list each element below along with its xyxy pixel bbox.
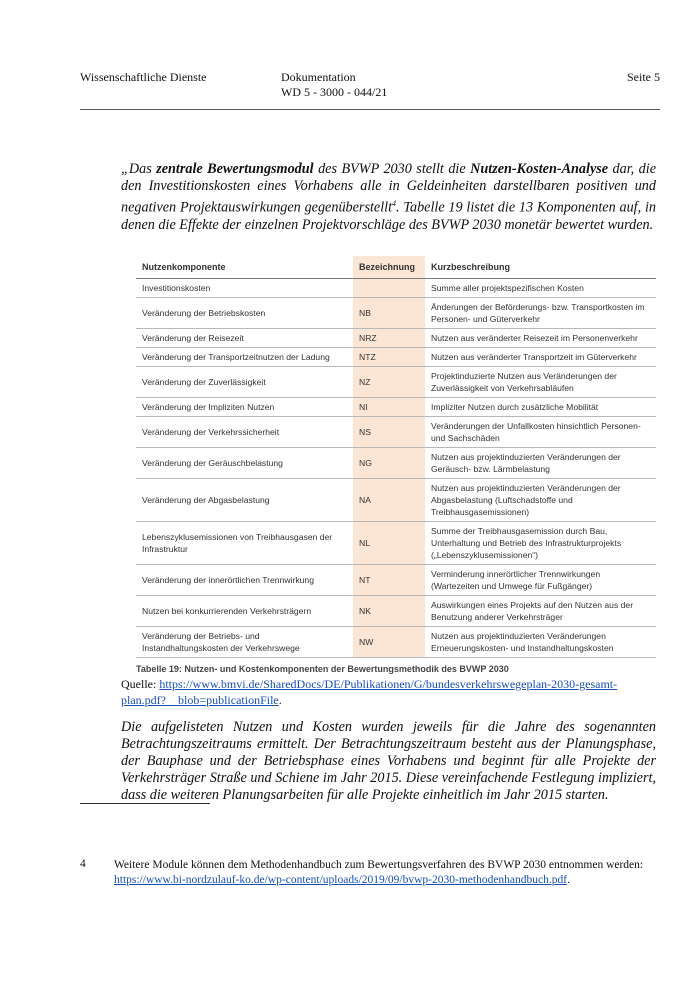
component-cell: Veränderung der Betriebs- und Instandhaltungskosten der Verkehrswege xyxy=(136,627,353,658)
component-cell: Investitionskosten xyxy=(136,279,353,298)
description-cell: Summe der Treibhausgasemission durch Bau, Unterhaltung und Betrieb des Infrastrukturprojekts („Lebenszyklusemissionen“) xyxy=(425,522,656,565)
description-cell: Auswirkungen eines Projekts auf den Nutzen aus der Benutzung anderer Verkehrsträger xyxy=(425,596,656,627)
header-doc-info xyxy=(281,70,387,100)
header-department: Wissenschaftliche Dienste xyxy=(80,70,207,84)
code-cell: NT xyxy=(353,565,425,596)
footnote-link[interactable]: https://www.bi-nordzulauf-ko.de/wp-content/uploads/2019/09/bvwp-2030-methodenhandbuch.pdf xyxy=(114,874,568,886)
description-cell: Projektinduzierte Nutzen aus Veränderungen der Zuverlässigkeit von Verkehrsabläufen xyxy=(425,367,656,398)
code-cell: NTZ xyxy=(353,348,425,367)
component-cell: Lebenszyklusemissionen von Treibhausgasen der Infrastruktur xyxy=(136,522,353,565)
table-row xyxy=(136,279,656,298)
footnote-text xyxy=(114,858,659,888)
table-row xyxy=(136,479,656,522)
code-cell: NI xyxy=(353,398,425,417)
component-cell: Veränderung der Impliziten Nutzen xyxy=(136,398,353,417)
table-header-row xyxy=(136,256,656,279)
description-cell: Änderungen der Beförderungs- bzw. Transportkosten im Personen- und Güterverkehr xyxy=(425,298,656,329)
component-cell: Nutzen bei konkurrierenden Verkehrsträgern xyxy=(136,596,353,627)
column-header: Bezeichnung xyxy=(353,256,425,279)
code-cell: NK xyxy=(353,596,425,627)
column-header: Kurzbeschreibung xyxy=(425,256,656,279)
header-divider xyxy=(80,109,660,110)
quote-text: des BVWP 2030 stellt die xyxy=(313,161,471,177)
table-row xyxy=(136,348,656,367)
description-cell: Impliziter Nutzen durch zusätzliche Mobilität xyxy=(425,398,656,417)
description-cell: Verminderung innerörtlicher Trennwirkungen (Wartezeiten und Umwege für Fußgänger) xyxy=(425,565,656,596)
column-header: Nutzenkomponente xyxy=(136,256,353,279)
quote-text: dar, die den Investitionskosten eines Vorhabens alle in Geldeinheiten darstellbaren positiven und negativen Projektauswirkungen gegenüberstellt xyxy=(121,161,657,216)
component-cell: Veränderung der Betriebskosten xyxy=(136,298,353,329)
description-cell: Nutzen aus projektinduzierten Veränderungen Erneuerungskosten- und Instandhaltungskosten xyxy=(425,627,656,658)
component-cell: Veränderung der innerörtlichen Trennwirkung xyxy=(136,565,353,596)
component-cell: Veränderung der Abgasbelastung xyxy=(136,479,353,522)
table-row xyxy=(136,329,656,348)
components-table xyxy=(136,256,656,658)
code-cell: NA xyxy=(353,479,425,522)
source-trail: . xyxy=(278,693,282,707)
quote-text: „Das xyxy=(121,161,157,177)
components-table-figure xyxy=(136,256,656,674)
footnote-trail: . xyxy=(567,874,570,886)
table-row xyxy=(136,522,656,565)
description-cell: Summe aller projektspezifischen Kosten xyxy=(425,279,656,298)
table-row xyxy=(136,298,656,329)
source-link[interactable]: https://www.bmvi.de/SharedDocs/DE/Publikationen/G/bundesverkehrswegeplan-2030-gesamt-plan.pdf?__blob=publicationFile xyxy=(121,677,618,707)
header-doc-number: WD 5 - 3000 - 044/21 xyxy=(281,85,388,99)
footnote-reference[interactable]: 4 xyxy=(392,199,397,208)
header-doc-type: Dokumentation xyxy=(281,70,356,84)
source-citation xyxy=(121,676,656,708)
quote-emphasis: Nutzen-Kosten-Analyse xyxy=(470,161,609,177)
description-cell: Nutzen aus projektinduzierten Veränderungen der Geräusch- bzw. Lärmbelastung xyxy=(425,448,656,479)
caption-label: Tabelle 19: xyxy=(136,664,182,674)
table-caption xyxy=(136,664,656,674)
table-body xyxy=(136,279,656,658)
code-cell: NS xyxy=(353,417,425,448)
table-row xyxy=(136,596,656,627)
code-cell: NZ xyxy=(353,367,425,398)
quote-emphasis: zentrale Bewertungsmodul xyxy=(156,161,314,177)
component-cell: Veränderung der Verkehrssicherheit xyxy=(136,417,353,448)
header-page-number: Seite 5 xyxy=(627,70,660,84)
footnote-divider xyxy=(80,803,210,804)
quote-text: . Tabelle 19 listet die 13 Komponenten auf, in denen die Effekte der einzelnen Projektvorschläge des BVWP 2030 monetär bewertet wurden. xyxy=(121,199,656,233)
code-cell xyxy=(353,279,425,298)
description-cell: Nutzen aus veränderter Reisezeit im Personenverkehr xyxy=(425,329,656,348)
code-cell: NG xyxy=(353,448,425,479)
component-cell: Veränderung der Geräuschbelastung xyxy=(136,448,353,479)
caption-text: Nutzen- und Kostenkomponenten der Bewertungsmethodik des BVWP 2030 xyxy=(181,664,509,674)
component-cell: Veränderung der Zuverlässigkeit xyxy=(136,367,353,398)
quote-paragraph xyxy=(121,161,656,234)
source-label: Quelle: xyxy=(121,677,160,691)
description-cell: Veränderungen der Unfallkosten hinsichtlich Personen- und Sachschäden xyxy=(425,417,656,448)
code-cell: NRZ xyxy=(353,329,425,348)
footnote-number: 4 xyxy=(80,858,86,870)
code-cell: NB xyxy=(353,298,425,329)
table-row xyxy=(136,627,656,658)
table-row xyxy=(136,417,656,448)
table-row xyxy=(136,398,656,417)
description-cell: Nutzen aus projektinduzierten Veränderungen der Abgasbelastung (Luftschadstoffe und Treibhausgasemissionen) xyxy=(425,479,656,522)
code-cell: NW xyxy=(353,627,425,658)
footnote-body: Weitere Module können dem Methodenhandbuch zum Bewertungsverfahren des BVWP 2030 entnommen werden: xyxy=(114,859,644,871)
code-cell: NL xyxy=(353,522,425,565)
table-row xyxy=(136,565,656,596)
table-row xyxy=(136,448,656,479)
body-paragraph: Die aufgelisteten Nutzen und Kosten wurden jeweils für die Jahre des sogenannten Betrachtungszeitraums ermittelt. Der Betrachtungszeitraum besteht aus der Planungsphase, der Bauphase und der Betriebsphase eines Vorhabens und beginnt für alle Projekte der Verkehrsträger Straße und Schiene im Jahr 2015. Diese vereinfachende Festlegung impliziert, dass die weiteren Planungsarbeiten für alle Projekte einheitlich im Jahr 2015 starten. xyxy=(121,719,656,803)
table-row xyxy=(136,367,656,398)
component-cell: Veränderung der Reisezeit xyxy=(136,329,353,348)
description-cell: Nutzen aus veränderter Transportzeit im Güterverkehr xyxy=(425,348,656,367)
component-cell: Veränderung der Transportzeitnutzen der Ladung xyxy=(136,348,353,367)
